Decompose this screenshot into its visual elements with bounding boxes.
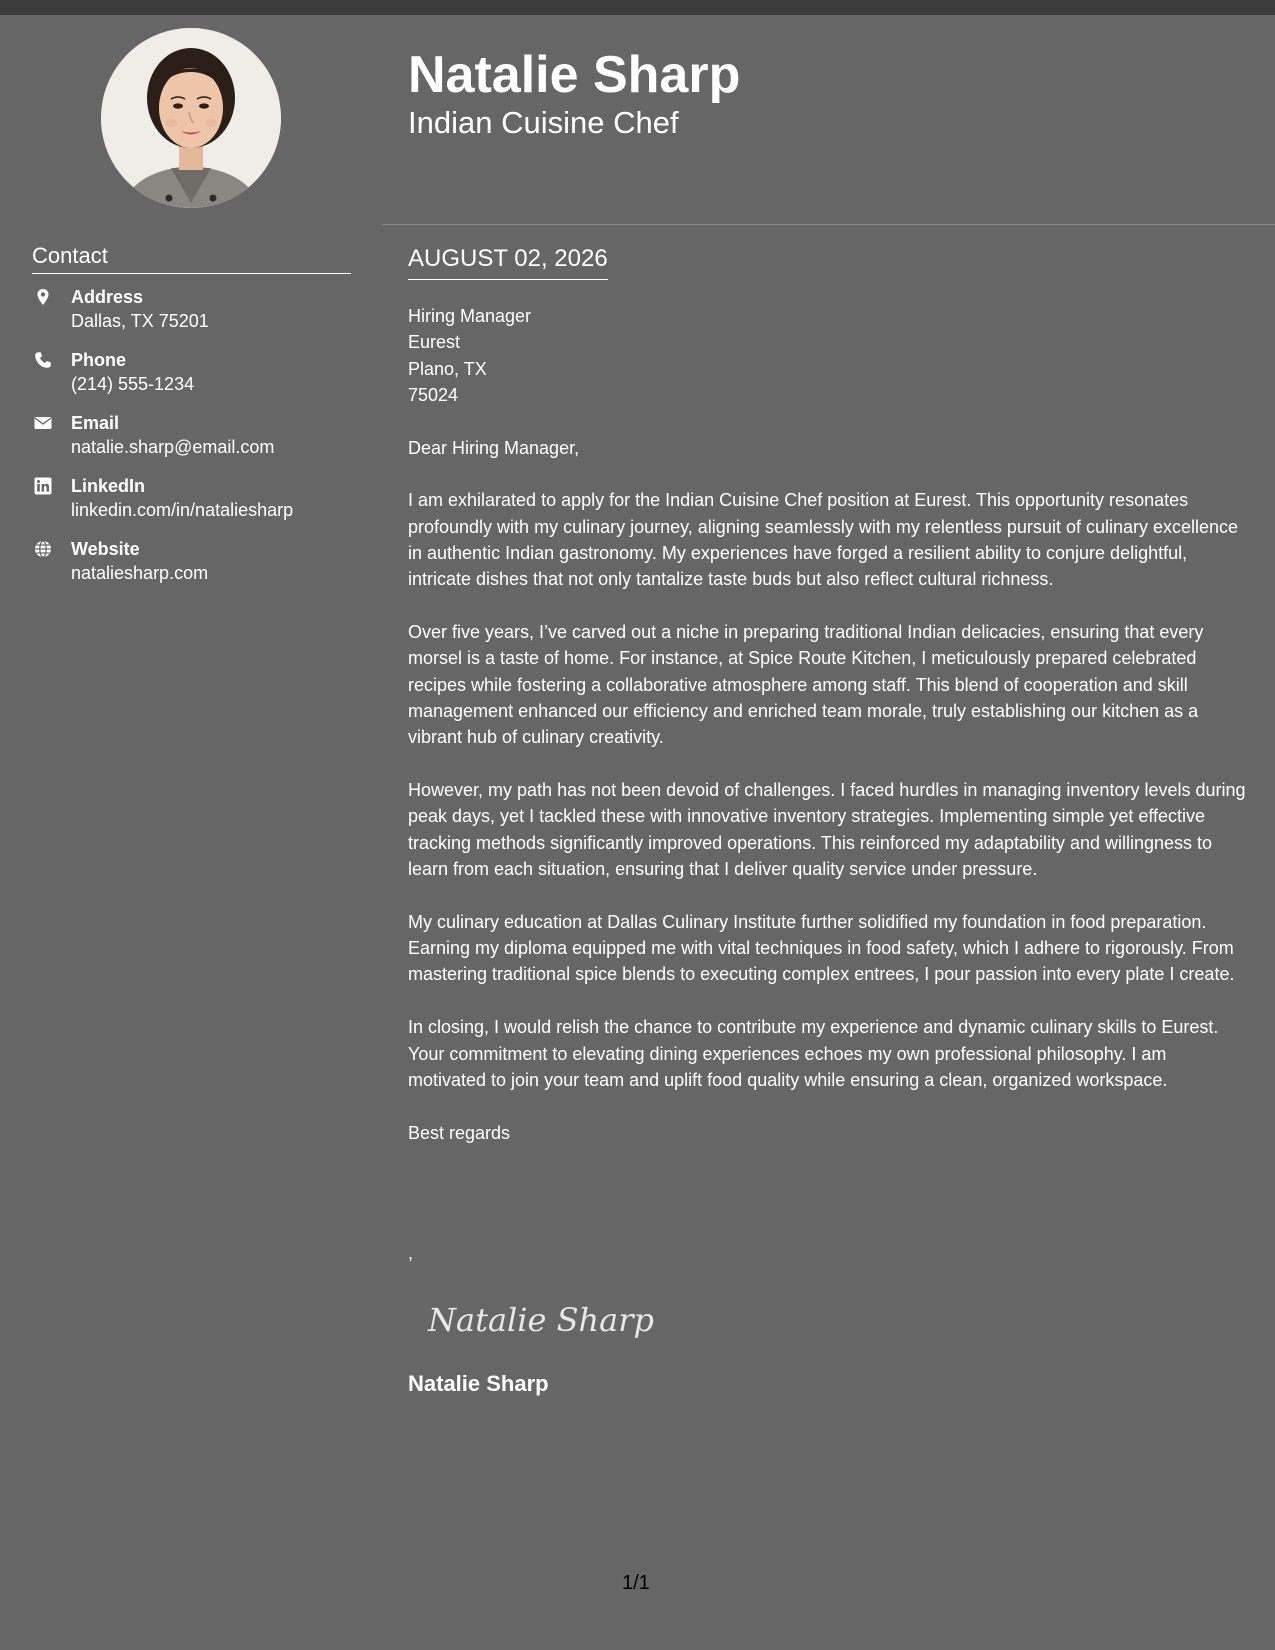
candidate-name: Natalie Sharp: [408, 46, 741, 104]
map-pin-icon: [34, 288, 52, 306]
linkedin-icon: [34, 477, 52, 495]
letter-paragraph: My culinary education at Dallas Culinary Institute further solidified my foundation in food preparation. Earning my diploma equipped me with vital techniques in food safety, which I adhere to rigorously. From mastering traditional spice blends to executing complex entrees, I pour passion into every plate I create.: [408, 911, 1235, 985]
contact-label: Phone: [71, 350, 127, 370]
closing: Best regards: [408, 1122, 511, 1143]
recipient-line: Hiring Manager: [408, 306, 532, 326]
recipient-line: Eurest: [408, 332, 461, 353]
job-title: Indian Cuisine Chef: [408, 105, 679, 140]
letter-body: [408, 303, 1248, 1172]
letter-paragraph: I am exhilarated to apply for the Indian Cuisine Chef position at Eurest. This opportunity resonates profoundly with my culinary journey, aligning seamlessly with my relentless pursuit of culinary excellence in authentic Indian gastronomy. My experiences have forged a resilient ability to conjure delightful, intricate dishes that not only tantalize taste buds but also reflect cultural richness.: [408, 490, 1239, 590]
resume-page: [0, 15, 1275, 1650]
contact-value: natalie.sharp@email.com: [71, 437, 275, 457]
salutation: Dear Hiring Manager,: [408, 437, 580, 458]
signature-image: [420, 1283, 660, 1353]
sidebar: [0, 15, 382, 1650]
contact-item-email: [32, 411, 372, 474]
page-number: 1/1: [622, 1572, 650, 1594]
contact-label: Email: [71, 413, 120, 433]
contact-value: linkedin.com/in/nataliesharp: [71, 500, 294, 520]
closing-comma: ,: [408, 1243, 414, 1263]
globe-icon: [34, 540, 52, 558]
envelope-icon: [34, 414, 52, 432]
contact-item-address: [32, 285, 372, 348]
contact-label: LinkedIn: [71, 476, 146, 496]
avatar-portrait-icon: [101, 28, 281, 208]
recipient-block: [408, 303, 1248, 408]
phone-icon: [34, 351, 52, 369]
recipient-line: 75024: [408, 384, 459, 405]
contact-label: Website: [71, 539, 140, 559]
contact-label: Address: [71, 287, 144, 307]
letter-date: AUGUST 02, 2026: [408, 243, 608, 280]
contact-heading: Contact: [32, 242, 351, 274]
letter-paragraph: In closing, I would relish the chance to contribute my experience and dynamic culinary skills to Eurest. Your commitment to elevating dining experiences echoes my own professional philosophy. I am motivated to join your team and uplift food quality while ensuring a clean, organized workspace.: [408, 1017, 1219, 1090]
letter-paragraph: However, my path has not been devoid of challenges. I faced hurdles in managing inventory levels during peak days, yet I tackled these with innovative inventory strategies. Implementing simple yet effective tracking methods significantly improved operations. This reinforced my adaptability and willingness to learn from each situation, ensuring that I deliver quality service under pressure.: [408, 780, 1246, 880]
contact-value: Dallas, TX 75201: [71, 311, 209, 331]
contact-item-website: [32, 537, 372, 600]
contact-list: [32, 285, 372, 600]
contact-value: nataliesharp.com: [71, 563, 209, 583]
signature-script: Natalie Sharp: [428, 1301, 654, 1339]
contact-item-phone: [32, 348, 372, 411]
top-bar: [0, 0, 1275, 15]
contact-item-linkedin: [32, 474, 372, 537]
header-divider: [382, 224, 1275, 225]
avatar: [101, 28, 281, 208]
letter-paragraph: Over five years, I’ve carved out a niche in preparing traditional Indian delicacies, ensuring that every morsel is a taste of home. For instance, at Spice Route Kitchen, I meticulously prepared celebrated recipes while fostering a collaborative atmosphere among staff. This blend of cooperation and skill management enhanced our efficiency and enriched team morale, truly establishing our kitchen as a vibrant hub of culinary creativity.: [408, 622, 1204, 748]
contact-value: (214) 555-1234: [71, 374, 195, 394]
signature-name: Natalie Sharp: [408, 1371, 549, 1396]
recipient-line: Plano, TX: [408, 358, 487, 379]
